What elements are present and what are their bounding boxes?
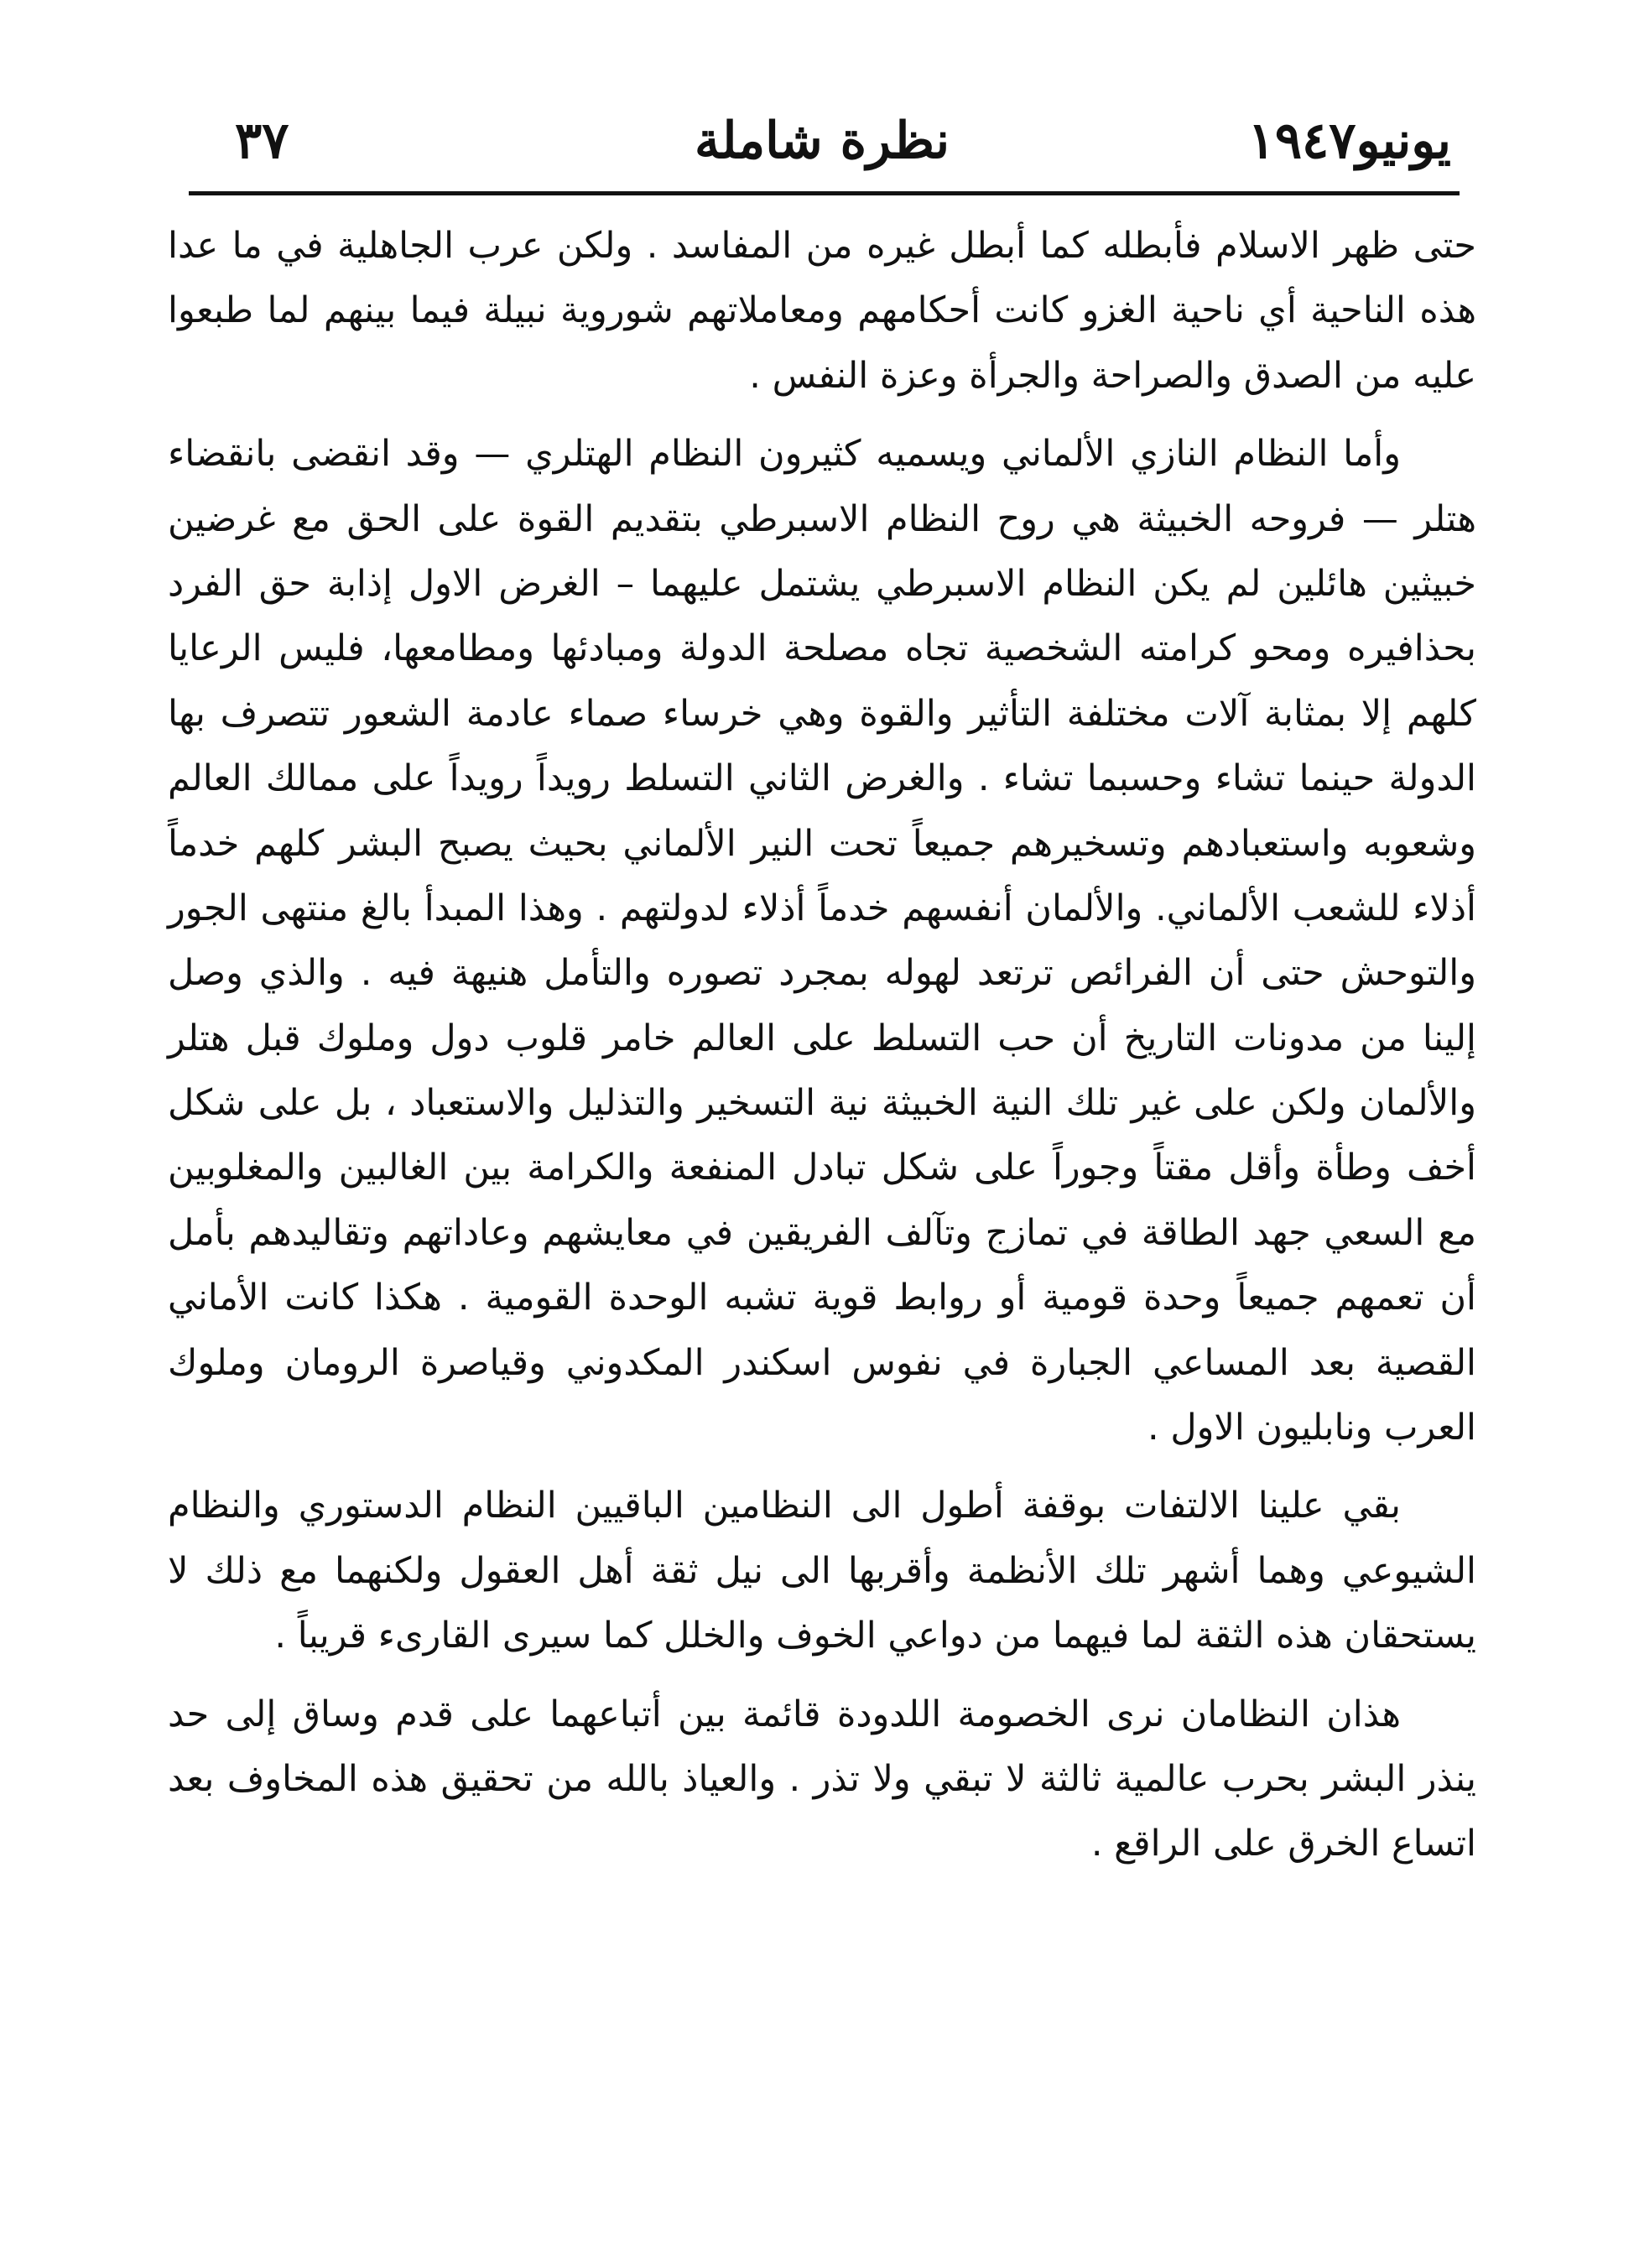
paragraph: بقي علينا الالتفات بوقفة أطول الى النظامين الباقيين النظام الدستوري والنظام الشيوعي وهما أشهر تلك الأنظمة وأقربها الى نيل ثقة أهل العقول ولكنهما مع ذلك لا يستحقان هذه الثقة لما فيهما من دواعي الخوف والخلل كما سيرى القارىء قريباً . [168,1485,1476,1657]
paragraph: حتى ظهر الاسلام فأبطله كما أبطل غيره من المفاسد . ولكن عرب الجاهلية في ما عدا هذه الناحية أي ناحية الغزو كانت أحكامهم ومعاملاتهم شوروية نبيلة فيما بينهم لما طبعوا عليه من الصدق والصراحة والجرأة وعزة النفس . [168,225,1476,397]
body-text [168,214,1476,1891]
paragraph: هذان النظامان نرى الخصومة اللدودة قائمة بين أتباعهما على قدم وساق إلى حد ينذر البشر بحرب عالمية ثالثة لا تبقي ولا تذر . والعياذ بالله من تحقيق هذه المخاوف بعد اتساع الخرق على الراقع . [168,1693,1476,1865]
page-header [193,101,1451,185]
header-date: يونيو١٩٤٧ [1247,112,1451,170]
header-rule [189,191,1460,195]
header-title: نظرة شاملة [694,112,950,170]
paragraph: وأما النظام النازي الألماني ويسميه كثيرون النظام الهتلري — وقد انقضى بانقضاء هتلر — فروحه الخبيثة هي روح النظام الاسبرطي بتقديم القوة على الحق مع غرضين خبيثين هائلين لم يكن النظام الاسبرطي يشتمل عليهما – الغرض الاول إذابة حق الفرد بحذافيره ومحو كرامته الشخصية تجاه مصلحة الدولة ومبادئها ومطامعها، فليس الرعايا كلهم إلا بمثابة آلات مختلفة التأثير والقوة وهي خرساء صماء عادمة الشعور تتصرف بها الدولة حينما تشاء وحسبما تشاء . والغرض الثاني التسلط رويداً رويداً على ممالك العالم وشعوبه واستعبادهم وتسخيرهم جميعاً تحت النير الألماني بحيث يصبح البشر كلهم خدماً أذلاء للشعب الألماني. والألمان أنفسهم خدماً أذلاء لدولتهم . وهذا المبدأ بالغ منتهى الجور والتوحش حتى أن الفرائص ترتعد لهوله بمجرد تصوره والتأمل هنيهة فيه . والذي وصل إلينا من مدونات التاريخ أن حب التسلط على العالم خامر قلوب دول وملوك قبل هتلر والألمان ولكن على غير تلك النية الخبيثة نية التسخير والتذليل والاستعباد ، بل على شكل أخف وطأة وأقل مقتاً وجوراً على شكل تبادل المنفعة والكرامة بين الغالبين والمغلوبين مع السعي جهد الطاقة في تمازج وتآلف الفريقين في معايشهم وعاداتهم وتقاليدهم بأمل أن تعمهم جميعاً وحدة قومية أو روابط قوية تشبه الوحدة القومية . هكذا كانت الأماني القصية بعد المساعي الجبارة في نفوس اسكندر المكدوني وقياصرة الرومان وملوك العرب ونابليون الاول . [168,433,1476,1449]
page-number: ٣٧ [235,112,289,170]
